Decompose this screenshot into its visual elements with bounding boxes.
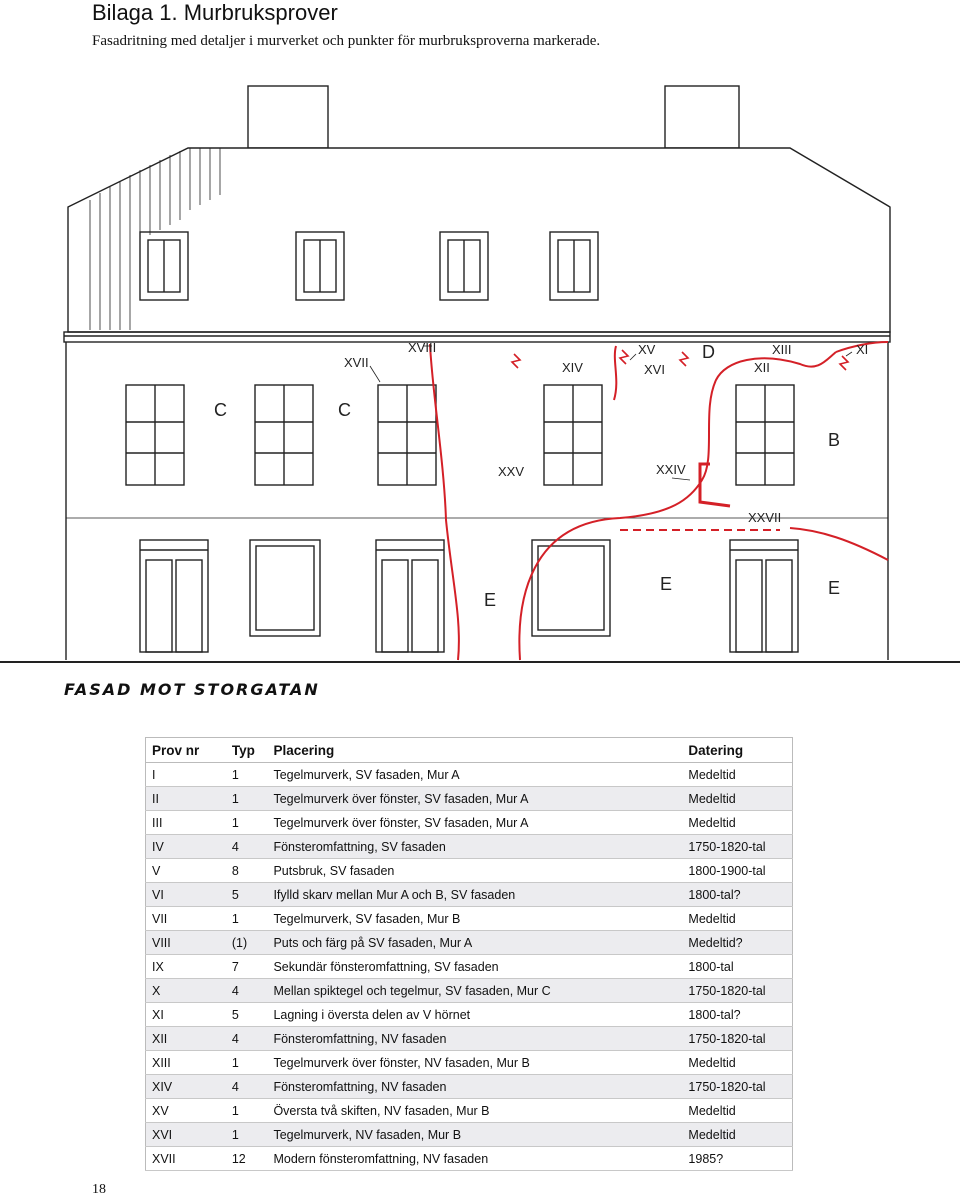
cell-typ: 4 (226, 835, 268, 859)
cell-datering: Medeltid (682, 811, 792, 835)
cell-datering: Medeltid (682, 1099, 792, 1123)
label-xxvii: XXVII (748, 510, 782, 525)
cell-typ: 1 (226, 1051, 268, 1075)
samples-table (145, 737, 793, 1171)
label-xxiv: XXIV (656, 462, 686, 477)
chimney (248, 86, 328, 148)
table-row (146, 979, 793, 1003)
cell-typ: 1 (226, 1123, 268, 1147)
cell-datering: 1750-1820-tal (682, 1075, 792, 1099)
cell-typ: 8 (226, 859, 268, 883)
table-row (146, 1075, 793, 1099)
page-subtitle: Fasadritning med detaljer i murverket och punkter för murbruksproverna markerade. (92, 33, 601, 49)
header-datering: Datering (682, 738, 792, 763)
cell-prov-nr: VI (146, 883, 226, 907)
cell-placering: Fönsteromfattning, SV fasaden (267, 835, 682, 859)
cell-placering: Fönsteromfattning, NV fasaden (267, 1075, 682, 1099)
cell-placering: Putsbruk, SV fasaden (267, 859, 682, 883)
cell-prov-nr: XVII (146, 1147, 226, 1171)
cell-prov-nr: XVI (146, 1123, 226, 1147)
cell-datering: 1985? (682, 1147, 792, 1171)
cell-typ: 1 (226, 787, 268, 811)
cell-prov-nr: XV (146, 1099, 226, 1123)
cell-prov-nr: XI (146, 1003, 226, 1027)
cell-placering: Tegelmurverk över fönster, NV fasaden, Mur B (267, 1051, 682, 1075)
label-c2: C (338, 400, 351, 420)
cell-datering: 1800-tal (682, 955, 792, 979)
cell-placering: Tegelmurverk, SV fasaden, Mur A (267, 763, 682, 787)
cell-typ: 4 (226, 1075, 268, 1099)
table-row (146, 931, 793, 955)
ground-openings (140, 540, 798, 652)
cell-prov-nr: VII (146, 907, 226, 931)
cell-prov-nr: XIV (146, 1075, 226, 1099)
label-xviii: XVIII (408, 340, 437, 355)
header-prov-nr: Prov nr (146, 738, 226, 763)
table-row (146, 811, 793, 835)
sample-markings (430, 342, 888, 660)
cell-prov-nr: IV (146, 835, 226, 859)
label-xxv: XXV (498, 464, 525, 479)
cell-placering: Tegelmurverk, SV fasaden, Mur B (267, 907, 682, 931)
page-number: 18 (92, 1182, 106, 1197)
cell-prov-nr: II (146, 787, 226, 811)
table-row (146, 1099, 793, 1123)
cell-placering: Tegelmurverk över fönster, SV fasaden, Mur A (267, 811, 682, 835)
cell-typ: 1 (226, 907, 268, 931)
cell-placering: Översta två skiften, NV fasaden, Mur B (267, 1099, 682, 1123)
chimney (665, 86, 739, 148)
cell-placering: Puts och färg på SV fasaden, Mur A (267, 931, 682, 955)
page-title: Bilaga 1. Murbruksprover (92, 0, 338, 25)
cell-placering: Ifylld skarv mellan Mur A och B, SV fasaden (267, 883, 682, 907)
cell-placering: Tegelmurverk, NV fasaden, Mur B (267, 1123, 682, 1147)
table-row (146, 859, 793, 883)
table-row (146, 907, 793, 931)
cell-prov-nr: I (146, 763, 226, 787)
cell-datering: 1800-tal? (682, 883, 792, 907)
cornice (64, 332, 890, 342)
cell-placering: Mellan spiktegel och tegelmur, SV fasaden, Mur C (267, 979, 682, 1003)
cell-datering: Medeltid (682, 1051, 792, 1075)
cell-prov-nr: IX (146, 955, 226, 979)
label-xiv: XIV (562, 360, 583, 375)
label-xv: XV (638, 342, 656, 357)
cell-prov-nr: VIII (146, 931, 226, 955)
table-header-row (146, 738, 793, 763)
table-row (146, 1003, 793, 1027)
drawing-caption: FASAD MOT STORGATAN (64, 680, 320, 699)
label-xi: XI (856, 342, 869, 357)
cell-typ: 4 (226, 979, 268, 1003)
table-row (146, 1051, 793, 1075)
label-xii: XII (754, 360, 770, 375)
cell-datering: 1750-1820-tal (682, 1027, 792, 1051)
cell-typ: 7 (226, 955, 268, 979)
cell-typ: 1 (226, 763, 268, 787)
header-placering: Placering (267, 738, 682, 763)
cell-typ: 1 (226, 1099, 268, 1123)
cell-placering: Fönsteromfattning, NV fasaden (267, 1027, 682, 1051)
cell-prov-nr: X (146, 979, 226, 1003)
cell-placering: Modern fönsteromfattning, NV fasaden (267, 1147, 682, 1171)
label-c1: C (214, 400, 227, 420)
cell-prov-nr: V (146, 859, 226, 883)
cell-typ: 5 (226, 883, 268, 907)
table-row (146, 835, 793, 859)
cell-datering: 1750-1820-tal (682, 835, 792, 859)
cell-datering: 1750-1820-tal (682, 979, 792, 1003)
cell-typ: 5 (226, 1003, 268, 1027)
table-row (146, 787, 793, 811)
label-b: B (828, 430, 841, 450)
label-e2: E (660, 574, 673, 594)
header-typ: Typ (226, 738, 268, 763)
cell-datering: 1800-tal? (682, 1003, 792, 1027)
cell-prov-nr: XIII (146, 1051, 226, 1075)
label-xvi: XVI (644, 362, 665, 377)
table-row (146, 1147, 793, 1171)
cell-typ: 12 (226, 1147, 268, 1171)
cell-datering: Medeltid (682, 763, 792, 787)
table-row (146, 1027, 793, 1051)
table-row (146, 883, 793, 907)
facade-drawing (0, 60, 960, 670)
table-row (146, 955, 793, 979)
cell-typ: (1) (226, 931, 268, 955)
cell-prov-nr: XII (146, 1027, 226, 1051)
label-e1: E (484, 590, 497, 610)
cell-typ: 4 (226, 1027, 268, 1051)
table-row (146, 763, 793, 787)
cell-typ: 1 (226, 811, 268, 835)
cell-datering: Medeltid (682, 907, 792, 931)
cell-placering: Lagning i översta delen av V hörnet (267, 1003, 682, 1027)
cell-datering: Medeltid? (682, 931, 792, 955)
label-xiii: XIII (772, 342, 792, 357)
cell-datering: Medeltid (682, 787, 792, 811)
label-xvii: XVII (344, 355, 369, 370)
cell-placering: Sekundär fönsteromfattning, SV fasaden (267, 955, 682, 979)
cell-datering: 1800-1900-tal (682, 859, 792, 883)
label-e3: E (828, 578, 841, 598)
cell-prov-nr: III (146, 811, 226, 835)
cell-placering: Tegelmurverk över fönster, SV fasaden, Mur A (267, 787, 682, 811)
label-d: D (702, 342, 715, 362)
cell-datering: Medeltid (682, 1123, 792, 1147)
table-row (146, 1123, 793, 1147)
